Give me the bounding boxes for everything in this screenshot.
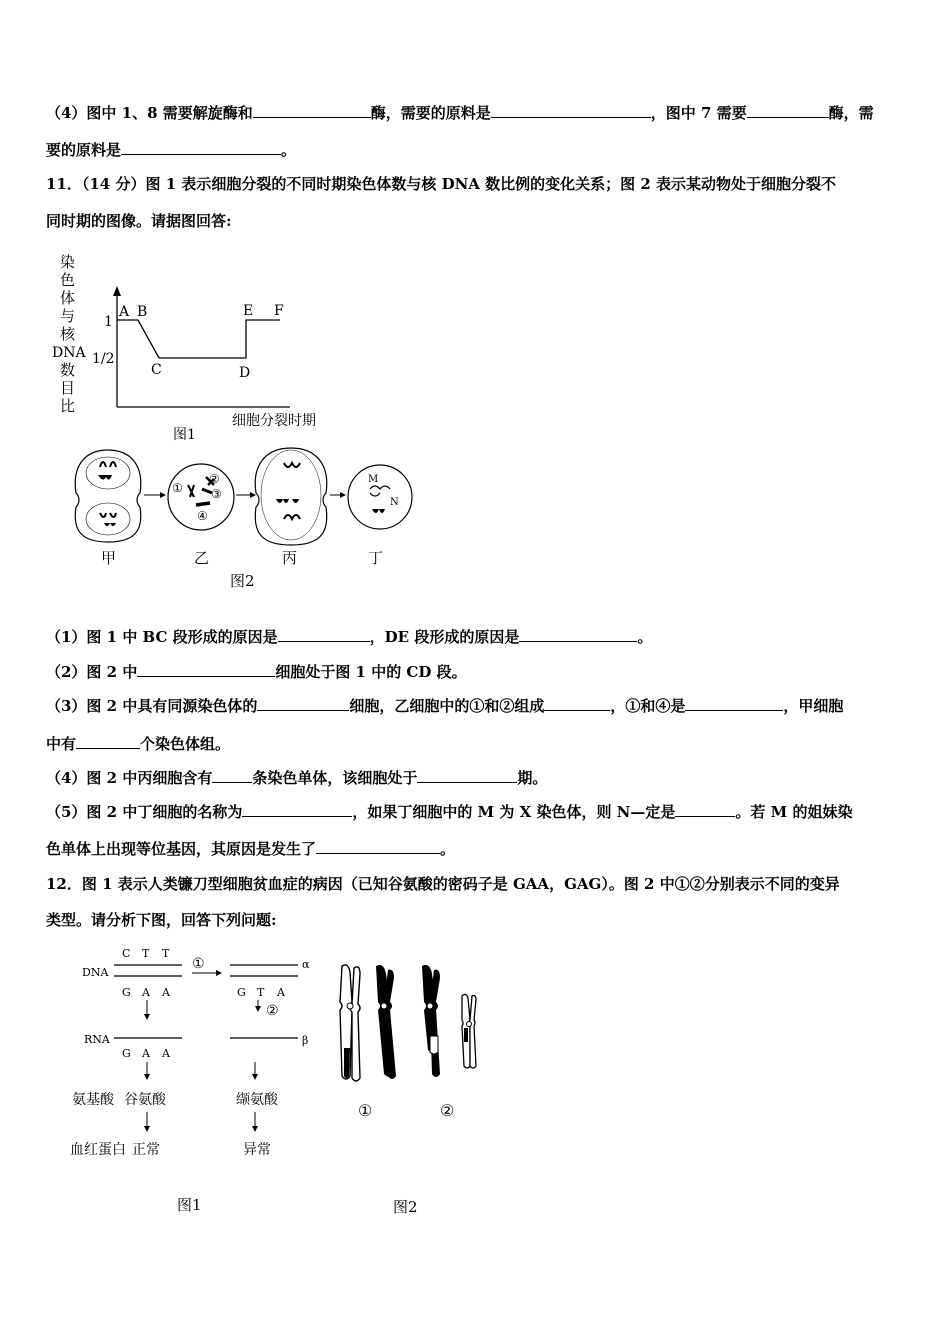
q12-figure2-chromosomes (330, 958, 490, 1218)
hemoglobin-label: 血红蛋白 (70, 1142, 126, 1158)
y-axis-arrow (113, 286, 121, 296)
step-1-label: ① (192, 956, 205, 972)
q12-intro: 12．图 1 表示人类镰刀型细胞贫血症的病因（已知谷氨酸的密码子是 GAA，GAG）。图 2 中①②分别表示不同的变异 (46, 875, 840, 893)
codon-bot-3: A (162, 986, 170, 999)
q11-figure1-chart (50, 250, 360, 445)
q11-text: 条染色单体，该细胞处于 (252, 769, 418, 787)
figure-caption: 图1 (173, 427, 196, 443)
point-label-a: A (119, 304, 130, 320)
q12-intro: 类型。请分析下图，回答下列问题: (46, 911, 277, 929)
hemoglobin-normal: 正常 (132, 1142, 160, 1158)
hemoglobin-abnormal: 异常 (243, 1142, 271, 1158)
amino-acid-normal: 谷氨酸 (124, 1092, 166, 1108)
figure2-num-1: ① (358, 1101, 373, 1120)
cell-bing (255, 448, 327, 545)
q11-text: （1）图 1 中 BC 段形成的原因是 (46, 628, 278, 646)
q10-text: （4）图中 1、8 需要解旋酶和 (46, 104, 253, 122)
point-label-d: D (239, 365, 251, 381)
ylabel-char: DNA (52, 345, 86, 361)
q11-text: ，如果丁细胞中的 M 为 X 染色体，则 N—定是 (352, 803, 676, 821)
tick-label-1: 1 (104, 314, 113, 330)
beta-label: β (302, 1034, 309, 1047)
ratio-line (117, 320, 280, 358)
ylabel-char: 色 (60, 271, 76, 289)
answer-blank[interactable] (519, 626, 637, 642)
answer-blank[interactable] (242, 801, 352, 817)
rna-base-1: G (122, 1047, 131, 1060)
mut-3: A (277, 986, 285, 999)
chromosome-num-2: ② (209, 472, 220, 486)
q11-sub3-cont (46, 733, 230, 754)
point-label-c: C (151, 362, 162, 378)
q11-text: 中有 (46, 735, 77, 753)
q10-line1 (46, 102, 874, 123)
q10-text: 酶，需 (828, 104, 874, 122)
q11-sub3 (46, 695, 843, 716)
chromosome-num-4: ④ (197, 509, 208, 523)
q11-text: 细胞处于图 1 中的 CD 段。 (275, 663, 467, 681)
cell-label-bing: 丙 (282, 549, 298, 567)
cell-label-jia: 甲 (101, 549, 117, 567)
figure2-num-2: ② (440, 1101, 455, 1120)
point-label-e: E (243, 303, 254, 319)
answer-blank[interactable] (747, 102, 829, 118)
ylabel-char: 体 (60, 289, 76, 307)
rna-label: RNA (84, 1033, 110, 1046)
chromosome-pair-2 (422, 965, 476, 1077)
q11-text: 细胞，乙细胞中的①和②组成 (349, 697, 545, 715)
q11-text: 期。 (517, 769, 548, 787)
answer-blank[interactable] (121, 139, 281, 155)
answer-blank[interactable] (212, 767, 252, 783)
cell-ding (348, 465, 412, 529)
answer-blank[interactable] (544, 695, 610, 711)
codon-top-3: T (162, 947, 170, 960)
q11-intro: 同时期的图像。请据图回答: (46, 212, 232, 230)
ylabel-char: 染 (60, 253, 76, 271)
q11-sub2 (46, 661, 467, 682)
answer-blank[interactable] (257, 695, 349, 711)
label-m: M (368, 474, 379, 485)
ylabel-char: 比 (60, 397, 76, 415)
codon-bot-1: G (122, 986, 131, 999)
codon-top-1: C (122, 947, 131, 960)
chromosome-pair-1 (340, 965, 396, 1081)
q11-text: ，①和④是 (610, 697, 686, 715)
answer-blank[interactable] (76, 733, 140, 749)
cell-yi (168, 464, 234, 530)
q11-text: 。 (637, 628, 653, 646)
answer-blank[interactable] (137, 661, 275, 677)
q11-text: 。 (440, 840, 456, 858)
codon-bot-2: A (142, 986, 150, 999)
ylabel-char: 与 (60, 307, 76, 325)
chromosome-num-1: ① (172, 481, 183, 495)
q11-text: （4）图 2 中丙细胞含有 (46, 769, 213, 787)
answer-blank[interactable] (278, 626, 370, 642)
q10-text: ，图中 7 需要 (650, 104, 747, 122)
q11-text: （5）图 2 中丁细胞的名称为 (46, 803, 243, 821)
answer-blank[interactable] (675, 801, 735, 817)
q11-sub5 (46, 801, 852, 822)
chromosome-num-3: ③ (211, 487, 222, 501)
step-2-label: ② (266, 1003, 279, 1019)
codon-top-2: T (142, 947, 150, 960)
mut-1: G (237, 986, 246, 999)
q11-text: （3）图 2 中具有同源染色体的 (46, 697, 258, 715)
q10-text: 要的原料是 (46, 141, 122, 159)
answer-blank[interactable] (417, 767, 517, 783)
q10-text: 。 (281, 141, 297, 159)
amino-acid-mutant: 缬氨酸 (236, 1092, 278, 1108)
q11-sub4 (46, 767, 547, 788)
alpha-label: α (302, 958, 310, 971)
q11-text: （2）图 2 中 (46, 663, 138, 681)
q11-text: 色单体上出现等位基因，其原因是发生了 (46, 840, 317, 858)
q11-figure2-cells (70, 445, 420, 595)
rna-base-3: A (162, 1047, 170, 1060)
cell-label-ding: 丁 (368, 549, 384, 567)
tick-label-half: 1/2 (92, 351, 115, 367)
q11-text: 个染色体组。 (140, 735, 231, 753)
label-n: N (390, 497, 399, 508)
q10-text: 酶，需要的原料是 (370, 104, 491, 122)
q11-sub1 (46, 626, 652, 647)
amino-acid-label: 氨基酸 (72, 1092, 114, 1108)
q12-figure1-diagram (70, 940, 330, 1225)
dna-label: DNA (82, 966, 109, 979)
q11-sub5-cont (46, 838, 455, 859)
answer-blank[interactable] (491, 102, 651, 118)
q11-text: ，甲细胞 (783, 697, 844, 715)
answer-blank[interactable] (253, 102, 371, 118)
ylabel-char: 目 (60, 379, 76, 397)
ylabel-char: 核 (60, 325, 76, 343)
mut-2: T (257, 986, 265, 999)
q10-line2 (46, 139, 296, 160)
figure-caption: 图1 (177, 1196, 202, 1214)
answer-blank[interactable] (316, 838, 440, 854)
point-label-b: B (137, 304, 148, 320)
cell-label-yi: 乙 (194, 549, 210, 567)
q11-text: ，DE 段形成的原因是 (369, 628, 520, 646)
figure-caption: 图2 (230, 572, 255, 590)
answer-blank[interactable] (685, 695, 783, 711)
q11-intro: 11．（14 分）图 1 表示细胞分裂的不同时期染色体数与核 DNA 数比例的变化关系；图 2 表示某动物处于细胞分裂不 (46, 175, 837, 193)
ylabel-char: 数 (60, 361, 76, 379)
cell-jia (75, 450, 141, 542)
x-axis-label: 细胞分裂时期 (232, 413, 316, 429)
rna-base-2: A (142, 1047, 150, 1060)
figure-caption: 图2 (393, 1198, 418, 1216)
q11-text: 。若 M 的姐妹染 (735, 803, 853, 821)
point-label-f: F (274, 303, 284, 319)
